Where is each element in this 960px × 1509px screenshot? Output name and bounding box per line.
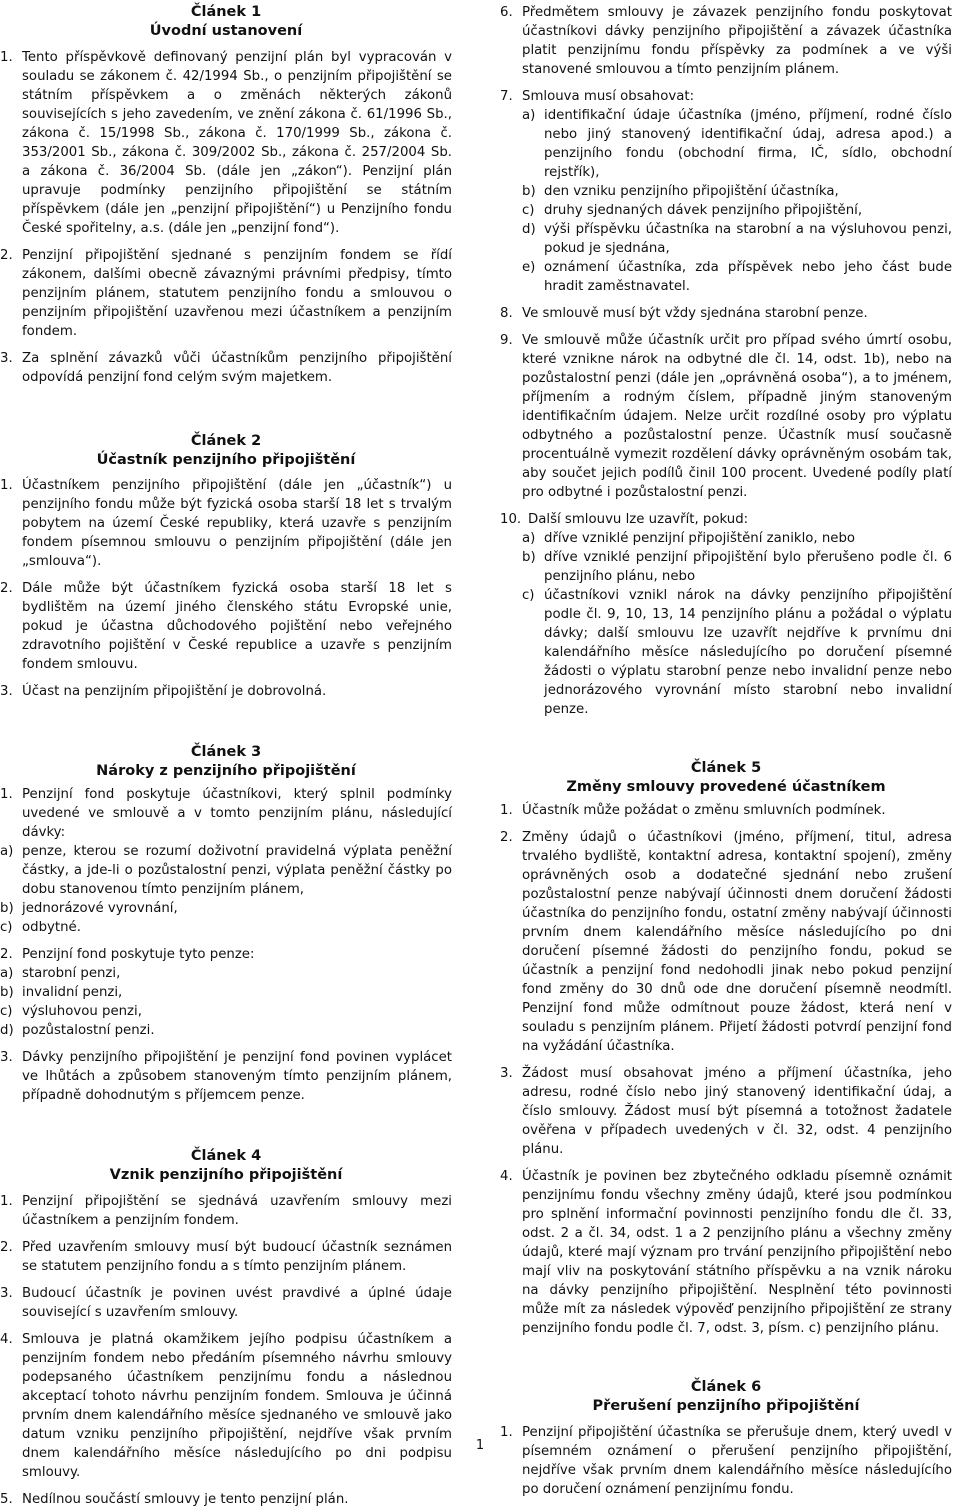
paragraph-text: Penzijní fond poskytuje tyto penze:: [22, 947, 255, 962]
sub-item: a) identifikační údaje účastníka (jméno, příjmení, rodné číslo nebo jiný stanovený identifikační údaj, adresa apod.) a penzijního fondu (obchodní firma, IČ, sídlo, obchodní rejstřík),: [522, 108, 952, 180]
paragraph-text: Penzijní fond poskytuje účastníkovi, který splnil podmínky uvedené ve smlouvě a v tomto penzijním plánu, následující dávky:: [22, 787, 452, 840]
article-subtitle: Nároky z penzijního připojištění: [96, 763, 356, 779]
sub-item: c) účastníkovi vznikl nárok na dávky penzijního připojištění podle čl. 9, 10, 13, 14 penzijního plánu a požádal o výplatu dávky; další smlouvu lze uzavřít nejdříve k prvnímu dni kalendářního měsíce následujícího po doručení písemné žádosti o výplatu starobní penze nebo invalidní penze nebo jednorázového vyrovnání místo starobní nebo invalidní penze.: [522, 588, 952, 717]
list-item: 3. Dávky penzijního připojištění je penzijní fond povinen vyplácet ve lhůtách a způsobem stanoveným tímto penzijním plánem, případně dohodnutým s příjemcem penze.: [0, 1050, 452, 1103]
paragraph-text: Za splnění závazků vůči účastníkům penzijního připojištění odpovídá penzijní fond celým svým majetkem.: [22, 351, 452, 385]
sub-item-text: odbytné.: [22, 920, 81, 935]
list-item: 4. Účastník je povinen bez zbytečného odkladu písemně oznámit penzijnímu fondu všechny změny údajů, které jsou podmínkou pro splnění informační povinnosti penzijního fondu dle čl. 33, odst. 2 a čl. 34, odst. 1 a 2 penzijního plánu a všechny změny údajů, které mají význam pro trvání penzijního připojištění nebo mají vliv na poskytování státního příspěvku a na vznik nároku na dávky penzijního připojištění. Nesplnění této povinnosti může mít za následek výpověď penzijního připojištění ze strany penzijního fondu podle čl. 7, odst. 3, písm. c) penzijního plánu.: [500, 1169, 952, 1336]
sub-item: b) den vzniku penzijního připojištění účastníka,: [522, 182, 952, 201]
right-column: [500, 0, 952, 1499]
article-title: Článek 6: [690, 1379, 762, 1395]
article-title: Článek 2: [190, 433, 262, 449]
sub-item: a) penze, kterou se rozumí doživotní pravidelná výplata peněžní částky, a jde-li o pozůstalostní penzi, výplata peněžní částky po dobu stanovenou tímto penzijním plánem,: [0, 844, 452, 897]
sub-item-text: dříve vzniklé penzijní připojištění zaniklo, nebo: [544, 531, 856, 546]
list-item: 2. Před uzavřením smlouvy musí být budoucí účastník seznámen se statutem penzijního fondu a s tímto penzijním plánem.: [0, 1240, 452, 1274]
article-subtitle: Přerušení penzijního připojištění: [592, 1398, 860, 1414]
left-column: [0, 0, 452, 1509]
paragraph-text: Další smlouvu lze uzavřít, pokud:: [528, 512, 749, 527]
article-subtitle: Účastník penzijního připojištění: [96, 452, 356, 468]
list-item: 2. Penzijní připojištění sjednané s penzijním fondem se řídí zákonem, dalšími obecně závaznými právními předpisy, tímto penzijním plánem, statutem penzijního fondu a smlouvou o penzijním připojištění uzavřenou mezi účastníkem a penzijním fondem.: [0, 248, 452, 339]
paragraph-text: Předmětem smlouvy je závazek penzijního fondu poskytovat účastníkovi dávky penzijního připojištění a závazek účastníka platit penzijnímu fondu příspěvky za podmínek a ve výši stanovené smlouvou a tímto penzijním plánem.: [522, 5, 952, 77]
list-item: 3. Za splnění závazků vůči účastníkům penzijního připojištění odpovídá penzijní fond celým svým majetkem.: [0, 351, 452, 385]
list-item: 3. Žádost musí obsahovat jméno a příjmení účastníka, jeho adresu, rodné číslo nebo jiný stanovený identifikační údaj, a číslo smlouvy. Žádost musí být písemná a totožnost žadatele ověřena v případech uvedených v čl. 32, odst. 4 penzijního plánu.: [500, 1066, 952, 1157]
sub-item: c) odbytné.: [0, 918, 452, 937]
paragraph-text: Účastník je povinen bez zbytečného odkladu písemně oznámit penzijnímu fondu všechny změny údajů, které jsou podmínkou pro splnění informační povinnosti penzijního fondu dle čl. 33, odst. 2 a čl. 34, odst. 1 a 2 penzijního plánu a všechny změny údajů, které mají význam pro trvání penzijního připojištění nebo mají vliv na poskytování státního příspěvku a na vznik nároku na dávky penzijního připojištění. Nesplnění této povinnosti může mít za následek výpověď penzijního připojištění ze strany penzijního fondu podle čl. 7, odst. 3, písm. c) penzijního plánu.: [522, 1169, 952, 1336]
list-item: 1. Penzijní připojištění se sjednává uzavřením smlouvy mezi účastníkem a penzijním fondem.: [0, 1194, 452, 1228]
list-item: 7. Smlouva musí obsahovat:: [500, 87, 952, 106]
paragraph-text: Žádost musí obsahovat jméno a příjmení účastníka, jeho adresu, rodné číslo nebo jiný stanovený identifikační údaj, a číslo smlouvy. Žádost musí být písemná a totožnost žadatele ověřena v případech uvedených v čl. 32, odst. 4 penzijního plánu.: [522, 1066, 952, 1157]
list-item: 1. Penzijní fond poskytuje účastníkovi, který splnil podmínky uvedené ve smlouvě a v tomto penzijním plánu, následující dávky:: [0, 787, 452, 840]
paragraph-text: Účastníkem penzijního připojištění (dále jen „účastník“) u penzijního fondu může být fyzická osoba starší 18 let s trvalým pobytem na území České republiky, která uzavře s penzijním fondem písemnou smlouvu o penzijním připojištění (dále jen „smlouva“).: [22, 478, 452, 569]
sub-item: a) starobní penzi,: [0, 964, 452, 983]
list-item: 1. Penzijní připojištění účastníka se přerušuje dnem, který uvedl v písemném oznámení o přerušení penzijního připojištění, nejdříve však prvním dnem kalendářního měsíce následujícího po doručení oznámení penzijnímu fondu.: [500, 1425, 952, 1497]
article-5-heading: [500, 759, 952, 797]
paragraph-text: Penzijní připojištění se sjednává uzavřením smlouvy mezi účastníkem a penzijním fondem.: [22, 1194, 452, 1228]
article-title: Článek 5: [690, 760, 762, 776]
list-item: 2. Penzijní fond poskytuje tyto penze:: [0, 945, 452, 964]
list-item: 10. Další smlouvu lze uzavřít, pokud:: [500, 510, 952, 529]
sub-item-text: starobní penzi,: [22, 966, 121, 981]
sub-item: e) oznámení účastníka, zda příspěvek nebo jeho část bude hradit zaměstnavatel.: [522, 260, 952, 294]
paragraph-text: Penzijní připojištění sjednané s penzijním fondem se řídí zákonem, dalšími obecně závaznými právními předpisy, tímto penzijním plánem, statutem penzijního fondu a smlouvou o penzijním připojištění uzavřenou mezi účastníkem a penzijním fondem.: [22, 248, 452, 339]
paragraph-text: Dávky penzijního připojištění je penzijní fond povinen vyplácet ve lhůtách a způsobem stanoveným tímto penzijním plánem, případně dohodnutým s příjemcem penze.: [22, 1050, 452, 1103]
paragraph-text: Nedílnou součástí smlouvy je tento penzijní plán.: [22, 1492, 349, 1507]
list-item: 8. Ve smlouvě musí být vždy sjednána starobní penze.: [500, 304, 952, 323]
article-4-heading: [0, 1147, 452, 1185]
paragraph-text: Budoucí účastník je povinen uvést pravdivé a úplné údaje související s uzavřením smlouvy.: [22, 1286, 452, 1320]
paragraph-text: Ve smlouvě musí být vždy sjednána starobní penze.: [522, 306, 868, 321]
list-item: 1. Tento příspěvkově definovaný penzijní plán byl vypracován v souladu se zákonem č. 42/1994 Sb., o penzijním připojištění se státním příspěvkem a o změnách některých zákonů souvisejících s jeho zavedením, ve znění zákona č. 61/1996 Sb., zákona č. 15/1998 Sb., zákona č. 170/1999 Sb., zákona č. 353/2001 Sb., zákona č. 309/2002 Sb., zákona č. 257/2004 Sb. a zákona č. 36/2004 Sb. (dále jen „zákon“). Penzijní plán upravuje podmínky penzijního připojištění se státním příspěvkem (dále jen „penzijní připojištění“) u Penzijního fondu České spořitelny, a.s. (dále jen „penzijní fond“).: [0, 50, 452, 236]
paragraph-text: Změny údajů o účastníkovi (jméno, příjmení, titul, adresa trvalého bydliště, kontaktní adresa, kontaktní spojení), změny oprávněných osob a dodatečné sjednání nebo zrušení pozůstalostní penze nabývají účinnosti dnem doručení žádosti účastníka do penzijního fondu, ostatní změny nabývají účinnosti prvním dnem kalendářního měsíce následujícího po dni doručení písemné žádosti do penzijního fondu, pokud se účastník a penzijní fond nedohodli jinak nebo pokud penzijní fond změny do 30 dnů ode dne doručení písemně neodmítl. Penzijní fond může odmítnout pouze žádost, která není v souladu s penzijním plánem. Přijetí žádosti potvrdí penzijní fond na vyžádání účastníka.: [522, 830, 952, 1054]
sub-item: c) výsluhovou penzi,: [0, 1002, 452, 1021]
sub-item: d) výši příspěvku účastníka na starobní a na výsluhovou penzi, pokud je sjednána,: [522, 222, 952, 256]
paragraph-text: Smlouva je platná okamžikem jejího podpisu účastníkem a penzijním fondem nebo předáním písemného návrhu smlouvy podepsaného účastníkem penzijnímu fondu a následnou akceptací tohoto návrhu penzijním fondem. Smlouva je účinná prvním dnem kalendářního měsíce sjednaného ve smlouvě jako datum vzniku penzijního připojištění, nejdříve však prvním dnem kalendářního měsíce následujícího po dni podpisu smlouvy.: [22, 1332, 452, 1480]
sub-item: b) invalidní penzi,: [0, 983, 452, 1002]
article-title: Článek 1: [190, 4, 262, 20]
sub-item: a) dříve vzniklé penzijní připojištění zaniklo, nebo: [522, 529, 952, 548]
article-subtitle: Vznik penzijního připojištění: [109, 1167, 343, 1183]
sub-item-text: výsluhovou penzi,: [22, 1004, 142, 1019]
sub-item-text: výši příspěvku účastníka na starobní a na výsluhovou penzi, pokud je sjednána,: [544, 222, 952, 256]
list-item: 1. Účastník může požádat o změnu smluvních podmínek.: [500, 801, 952, 820]
sub-item-text: pozůstalostní penzi.: [22, 1023, 155, 1038]
article-title: Článek 4: [190, 1148, 262, 1164]
sub-item: b) dříve vzniklé penzijní připojištění bylo přerušeno podle čl. 6 penzijního plánu, nebo: [522, 550, 952, 584]
list-item: 3. Účast na penzijním připojištění je dobrovolná.: [0, 682, 452, 701]
sub-item-text: dříve vzniklé penzijní připojištění bylo přerušeno podle čl. 6 penzijního plánu, nebo: [544, 550, 952, 584]
sub-item-text: druhy sjednaných dávek penzijního připojištění,: [544, 203, 863, 218]
sub-item: c) druhy sjednaných dávek penzijního připojištění,: [522, 201, 952, 220]
paragraph-text: Tento příspěvkově definovaný penzijní plán byl vypracován v souladu se zákonem č. 42/1994 Sb., o penzijním připojištění se státním příspěvkem a o změnách některých zákonů souvisejících s jeho zavedením, ve znění zákona č. 61/1996 Sb., zákona č. 15/1998 Sb., zákona č. 170/1999 Sb., zákona č. 353/2001 Sb., zákona č. 309/2002 Sb., zákona č. 257/2004 Sb. a zákona č. 36/2004 Sb. (dále jen „zákon“). Penzijní plán upravuje podmínky penzijního připojištění se státním příspěvkem (dále jen „penzijní připojištění“) u Penzijního fondu České spořitelny, a.s. (dále jen „penzijní fond“).: [22, 50, 452, 236]
paragraph-text: Smlouva musí obsahovat:: [522, 89, 695, 104]
paragraph-text: Účastník může požádat o změnu smluvních podmínek.: [522, 803, 886, 818]
article-subtitle: Úvodní ustanovení: [149, 23, 303, 39]
list-item: 3. Budoucí účastník je povinen uvést pravdivé a úplné údaje související s uzavřením smlouvy.: [0, 1286, 452, 1320]
paragraph-text: Dále může být účastníkem fyzická osoba starší 18 let s bydlištěm na území jiného členského státu Evropské unie, pokud je účastna důchodového pojištění nebo veřejného zdravotního pojištění v České republice a uzavře s penzijním fondem smlouvu.: [22, 581, 452, 672]
list-item: 9. Ve smlouvě může účastník určit pro případ svého úmrtí osobu, které vznikne nárok na odbytné dle čl. 14, odst. 1b), nebo na pozůstalostní penzi (dále jen „oprávněná osoba“), a to jménem, příjmením a rodným číslem, případně jiným stanoveným identifikačním údajem. Nelze určit rozdílné osoby pro výplatu odbytného a pozůstalostní penze. Účastník musí současně procentuálně vymezit rozdělení dávky oprávněným osobám tak, aby součet jejich podílů činil 100 procent. Uvedené podíly platí pro odbytné i pozůstalostní penzi.: [500, 333, 952, 500]
paragraph-text: Účast na penzijním připojištění je dobrovolná.: [22, 684, 327, 699]
list-item: 1. Účastníkem penzijního připojištění (dále jen „účastník“) u penzijního fondu může být fyzická osoba starší 18 let s trvalým pobytem na území České republiky, která uzavře s penzijním fondem písemnou smlouvu o penzijním připojištění (dále jen „smlouva“).: [0, 478, 452, 569]
page-number: 1: [475, 1438, 485, 1453]
list-item: 4. Smlouva je platná okamžikem jejího podpisu účastníkem a penzijním fondem nebo předáním písemného návrhu smlouvy podepsaného účastníkem penzijnímu fondu a následnou akceptací tohoto návrhu penzijním fondem. Smlouva je účinná prvním dnem kalendářního měsíce sjednaného ve smlouvě jako datum vzniku penzijního připojištění, nejdříve však prvním dnem kalendářního měsíce následujícího po dni podpisu smlouvy.: [0, 1332, 452, 1480]
sub-item-text: identifikační údaje účastníka (jméno, příjmení, rodné číslo nebo jiný stanovený identifikační údaj, adresa apod.) a penzijního fondu (obchodní firma, IČ, sídlo, obchodní rejstřík),: [544, 108, 952, 180]
sub-item-text: invalidní penzi,: [22, 985, 123, 1000]
sub-item-text: penze, kterou se rozumí doživotní pravidelná výplata peněžní částky, a jde-li o pozůstalostní penzi, výplata peněžní částky po dobu stanovenou tímto penzijním plánem,: [22, 844, 452, 897]
sub-item-text: den vzniku penzijního připojištění účastníka,: [544, 184, 839, 199]
list-item: 2. Změny údajů o účastníkovi (jméno, příjmení, titul, adresa trvalého bydliště, kontaktní adresa, kontaktní spojení), změny oprávněných osob a dodatečné sjednání nebo zrušení pozůstalostní penze nabývají účinnosti dnem doručení žádosti účastníka do penzijního fondu, ostatní změny nabývají účinnosti prvním dnem kalendářního měsíce následujícího po dni doručení písemné žádosti do penzijního fondu, pokud se účastník a penzijní fond nedohodli jinak nebo pokud penzijní fond změny do 30 dnů ode dne doručení písemně neodmítl. Penzijní fond může odmítnout pouze žádost, která není v souladu s penzijním plánem. Přijetí žádosti potvrdí penzijní fond na vyžádání účastníka.: [500, 830, 952, 1054]
list-item: 5. Nedílnou součástí smlouvy je tento penzijní plán.: [0, 1490, 452, 1509]
list-item: 6. Předmětem smlouvy je závazek penzijního fondu poskytovat účastníkovi dávky penzijního připojištění a závazek účastníka platit penzijnímu fondu příspěvky za podmínek a ve výši stanovené smlouvou a tímto penzijním plánem.: [500, 5, 952, 77]
article-3-heading: [0, 743, 452, 781]
article-2-heading: [0, 432, 452, 470]
sub-item-text: jednorázové vyrovnání,: [22, 901, 178, 916]
article-6-heading: [500, 1378, 952, 1416]
sub-item-text: účastníkovi vznikl nárok na dávky penzijního připojištění podle čl. 9, 10, 13, 14 penzijního plánu a požádal o výplatu dávky; další smlouvu lze uzavřít nejdříve k prvnímu dni kalendářního měsíce následujícího po doručení písemné žádosti o výplatu starobní penze nebo invalidní penze nebo jednorázového vyrovnání místo starobní nebo invalidní penze.: [544, 588, 952, 717]
article-subtitle: Změny smlouvy provedené účastníkem: [566, 779, 886, 795]
sub-item-text: oznámení účastníka, zda příspěvek nebo jeho část bude hradit zaměstnavatel.: [544, 260, 952, 294]
paragraph-text: Penzijní připojištění účastníka se přerušuje dnem, který uvedl v písemném oznámení o přerušení penzijního připojištění, nejdříve však prvním dnem kalendářního měsíce následujícího po doručení oznámení penzijnímu fondu.: [522, 1425, 952, 1497]
article-title: Článek 3: [190, 744, 262, 760]
sub-item: b) jednorázové vyrovnání,: [0, 899, 452, 918]
article-1-heading: [0, 3, 452, 41]
list-item: 2. Dále může být účastníkem fyzická osoba starší 18 let s bydlištěm na území jiného členského státu Evropské unie, pokud je účastna důchodového pojištění nebo veřejného zdravotního pojištění v České republice a uzavře s penzijním fondem smlouvu.: [0, 581, 452, 672]
paragraph-text: Ve smlouvě může účastník určit pro případ svého úmrtí osobu, které vznikne nárok na odbytné dle čl. 14, odst. 1b), nebo na pozůstalostní penzi (dále jen „oprávněná osoba“), a to jménem, příjmením a rodným číslem, případně jiným stanoveným identifikačním údajem. Nelze určit rozdílné osoby pro výplatu odbytného a pozůstalostní penze. Účastník musí současně procentuálně vymezit rozdělení dávky oprávněným osobám tak, aby součet jejich podílů činil 100 procent. Uvedené podíly platí pro odbytné i pozůstalostní penzi.: [522, 333, 952, 500]
sub-item: d) pozůstalostní penzi.: [0, 1021, 452, 1040]
paragraph-text: Před uzavřením smlouvy musí být budoucí účastník seznámen se statutem penzijního fondu a s tímto penzijním plánem.: [22, 1240, 452, 1274]
